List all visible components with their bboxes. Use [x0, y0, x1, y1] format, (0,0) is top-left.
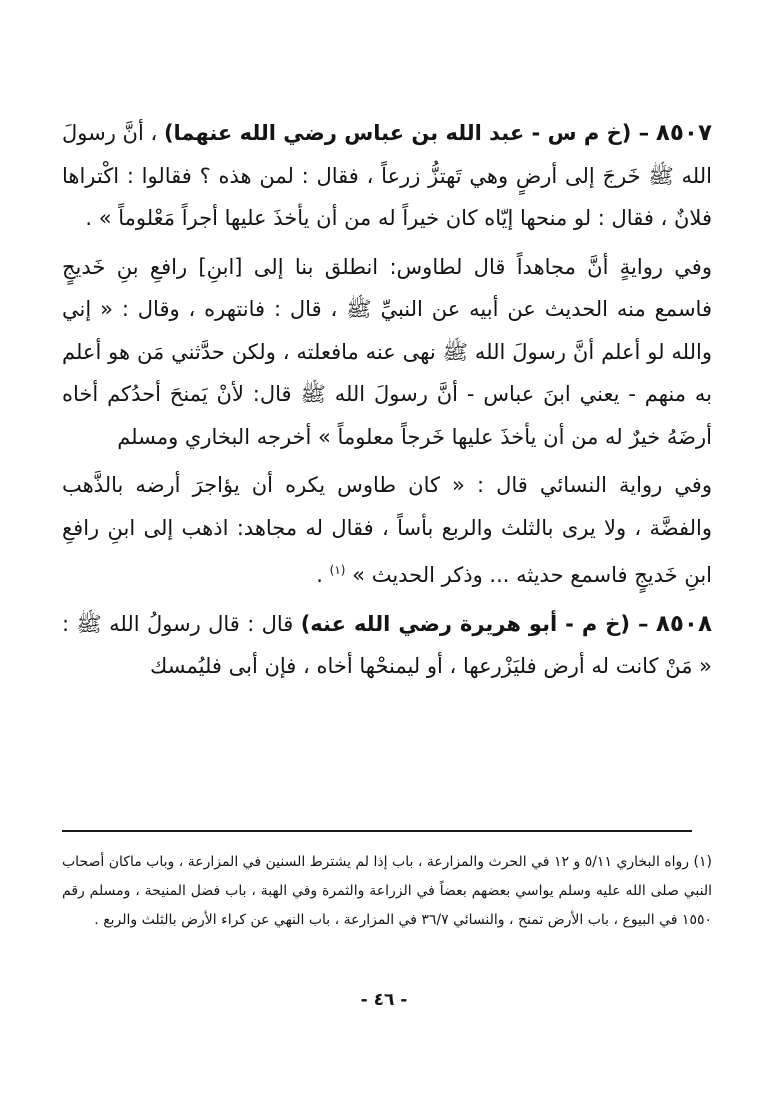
hadith-number: ٨٥٠٨: [655, 610, 712, 637]
hadith-source: – (خ م س - عبد الله بن عباس رضي الله عنهما): [163, 121, 650, 145]
main-text: [62, 112, 712, 688]
footnote-marker: (١): [329, 563, 346, 577]
hadith-8507: [62, 112, 712, 240]
riwaya-text: وفي روايةٍ أنَّ مجاهداً قال لطاوس: انطلق بنا إلى [ابنِ] رافعِ بنِ خَديجٍ فاسمع منه الحديث عن أبيه عن النبيِّ ﷺ ، قال : فانتهره ، وقال : « إني والله لو أعلم أنَّ رسولَ الله ﷺ نهى عنه مافعلته ، ولكن حدَّثني مَن هو أعلم به منهم - يعني ابنَ عباس - أنَّ رسولَ الله ﷺ قال: لأنْ يَمنحَ أحدُكم أخاه أرضَهُ خيرٌ له من أن يأخذَ عليها خَرجاً معلوماً » أخرجه البخاري ومسلم: [62, 254, 712, 449]
footnotes: [62, 848, 712, 935]
hadith-source: – (خ م - أبو هريرة رضي الله عنه): [300, 611, 649, 636]
footnote-1: (١) رواه البخاري ٥/١١ و ١٢ في الحرث والمزارعة ، باب إذا لم يشترط السنين في المزارعة ، وباب ماكان أصحاب النبي صلى الله عليه وسلم يواسي بعضهم بعضاً في الزراعة والثمرة وفي الهبة ، باب فضل المنيحة ، ومسلم رقم ١٥٥٠ في البيوع ، باب الأرض تمنح ، والنسائي ٣٦/٧ في المزارعة ، باب النهي عن كراء الأرض بالثلث والربع .: [62, 854, 712, 928]
footnote-divider: [62, 830, 692, 832]
riwaya-nasai: [62, 464, 712, 597]
riwaya-bukhari-muslim: [62, 246, 712, 459]
hadith-text: ، أنَّ رسولَ الله ﷺ خَرجَ إلى أرضٍ وهي تَهتزُّ زرعاً ، فقال : لمن هذه ؟ فقالوا : اكْتراها فلانٌ ، فقال : لو منحها إيّاه كان خيراً له من أن يأخذَ عليها أجراً مَعْلوماً » .: [62, 121, 712, 230]
period: .: [316, 563, 323, 587]
riwaya-text: وفي رواية النسائي قال : « كان طاوس يكره أن يؤاجرَ أرضه بالذَّهب والفضَّة ، ولا يرى بالثلث والربع بأساً ، فقال له مجاهد: اذهب إلى ابنِ رافعِ ابنِ خَديجٍ فاسمع حديثه ... وذكر الحديث »: [62, 473, 712, 587]
page-number: - ٤٦ -: [360, 990, 408, 1010]
hadith-8508: [62, 603, 712, 688]
hadith-number: ٨٥٠٧: [655, 120, 712, 146]
hadith-text: قال : قال رسولُ الله ﷺ : « مَنْ كانت له أرض فليَزْرعها ، أو ليمنحْها أخاه ، فإن أبى فليُمسك: [62, 611, 712, 678]
